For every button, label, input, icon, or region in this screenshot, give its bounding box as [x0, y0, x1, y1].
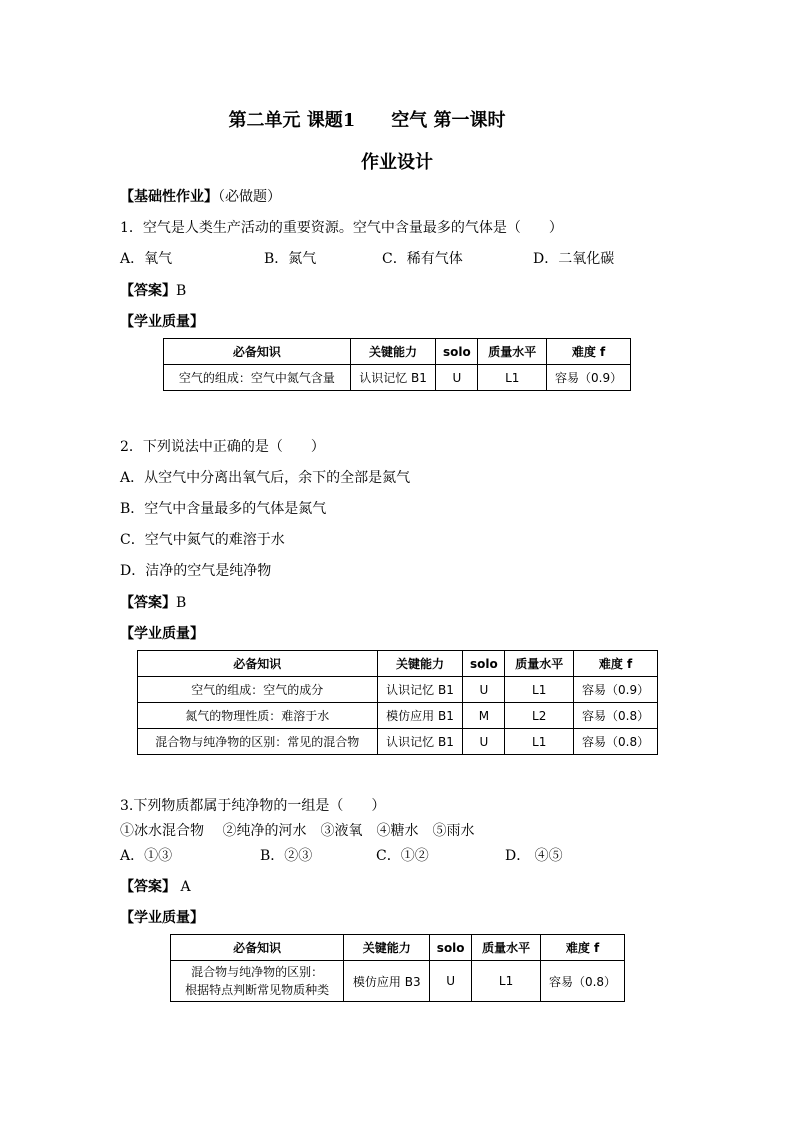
cell-knowledge: 氮气的物理性质：难溶于水 — [138, 703, 378, 729]
q3-option-c: C．①② — [376, 848, 429, 864]
cell-solo: U — [463, 677, 505, 703]
header-level: 质量水平 — [505, 651, 574, 677]
cell-difficulty: 容易（0.8） — [574, 703, 658, 729]
cell-knowledge: 空气的组成：空气的成分 — [138, 677, 378, 703]
cell-solo: U — [436, 365, 478, 391]
table-row — [138, 677, 658, 703]
header-solo: solo — [463, 651, 505, 677]
q3-items: ①冰水混合物 ②纯净的河水 ③液氧 ④糖水 ⑤雨水 — [120, 823, 475, 839]
table-header-row — [164, 339, 631, 365]
q2-answer — [120, 592, 186, 612]
q3-stem: 3.下列物质都属于纯净物的一组是（ ） — [120, 798, 386, 814]
cell-level: L2 — [505, 703, 574, 729]
cell-difficulty: 容易（0.8） — [574, 729, 658, 755]
cell-ability: 认识记忆 B1 — [377, 729, 463, 755]
q2-option-c: C．空气中氮气的难溶于水 — [120, 532, 285, 548]
cell-knowledge-line2: 根据特点判断常见物质种类 — [185, 983, 330, 997]
table-row — [171, 961, 625, 1002]
cell-knowledge-line1: 混合物与纯净物的区别： — [191, 965, 324, 979]
q3-answer-value: A — [176, 879, 191, 895]
cell-ability: 认识记忆 B1 — [350, 365, 436, 391]
cell-difficulty: 容易（0.8） — [541, 961, 625, 1002]
header-knowledge: 必备知识 — [164, 339, 351, 365]
cell-difficulty: 容易（0.9） — [547, 365, 631, 391]
header-solo: solo — [436, 339, 478, 365]
q1-answer — [120, 280, 186, 300]
q2-option-d: D．洁净的空气是纯净物 — [120, 563, 272, 579]
q2-answer-label: 【答案】 — [120, 595, 176, 611]
cell-level: L1 — [505, 729, 574, 755]
q3-option-b: B．②③ — [260, 848, 313, 864]
cell-solo: U — [463, 729, 505, 755]
q2-answer-value: B — [176, 595, 187, 611]
document-subtitle: 作业设计 — [361, 152, 433, 173]
q1-quality-label: 【学业质量】 — [120, 314, 204, 330]
table-header-row — [138, 651, 658, 677]
cell-knowledge: 混合物与纯净物的区别：常见的混合物 — [138, 729, 378, 755]
q3-answer — [120, 876, 191, 896]
cell-solo: U — [430, 961, 472, 1002]
cell-level: L1 — [505, 677, 574, 703]
cell-knowledge — [171, 961, 344, 1002]
header-solo: solo — [430, 935, 472, 961]
cell-knowledge: 空气的组成：空气中氮气含量 — [164, 365, 351, 391]
q1-quality-table — [163, 338, 631, 391]
q2-stem: 2．下列说法中正确的是（ ） — [120, 439, 325, 455]
document-title: 第二单元 课题1 空气 第一课时 — [228, 110, 506, 131]
q3-quality-label: 【学业质量】 — [120, 910, 204, 926]
header-ability: 关键能力 — [350, 339, 436, 365]
q1-option-c: C．稀有气体 — [382, 251, 463, 267]
q3-quality-table — [170, 934, 625, 1002]
table-row — [164, 365, 631, 391]
section-heading-label: 【基础性作业】 — [120, 189, 218, 205]
q2-option-b: B．空气中含量最多的气体是氮气 — [120, 501, 327, 517]
cell-level: L1 — [472, 961, 541, 1002]
section-heading-note: （必做题） — [218, 189, 281, 205]
header-difficulty: 难度 f — [541, 935, 625, 961]
header-difficulty: 难度 f — [547, 339, 631, 365]
table-header-row — [171, 935, 625, 961]
table-row — [138, 703, 658, 729]
q1-option-d: D．二氧化碳 — [533, 251, 615, 267]
q3-answer-label: 【答案】 — [120, 879, 176, 895]
section-heading — [120, 186, 281, 206]
header-difficulty: 难度 f — [574, 651, 658, 677]
header-ability: 关键能力 — [377, 651, 463, 677]
cell-ability: 模仿应用 B1 — [377, 703, 463, 729]
q3-option-d: D． ④⑤ — [505, 848, 563, 864]
cell-difficulty: 容易（0.9） — [574, 677, 658, 703]
header-ability: 关键能力 — [344, 935, 430, 961]
q1-answer-label: 【答案】 — [120, 283, 176, 299]
q1-stem: 1．空气是人类生产活动的重要资源。空气中含量最多的气体是（ ） — [120, 220, 563, 236]
q2-quality-table — [137, 650, 658, 755]
cell-ability: 模仿应用 B3 — [344, 961, 430, 1002]
cell-level: L1 — [478, 365, 547, 391]
q3-option-a: A．①③ — [120, 848, 173, 864]
table-row — [138, 729, 658, 755]
q1-option-a: A．氧气 — [120, 251, 173, 267]
q2-option-a: A．从空气中分离出氧气后，余下的全部是氮气 — [120, 470, 411, 486]
q1-answer-value: B — [176, 283, 187, 299]
q2-quality-label: 【学业质量】 — [120, 626, 204, 642]
cell-solo: M — [463, 703, 505, 729]
header-level: 质量水平 — [472, 935, 541, 961]
header-level: 质量水平 — [478, 339, 547, 365]
q1-option-b: B．氮气 — [264, 251, 317, 267]
cell-ability: 认识记忆 B1 — [377, 677, 463, 703]
header-knowledge: 必备知识 — [138, 651, 378, 677]
header-knowledge: 必备知识 — [171, 935, 344, 961]
